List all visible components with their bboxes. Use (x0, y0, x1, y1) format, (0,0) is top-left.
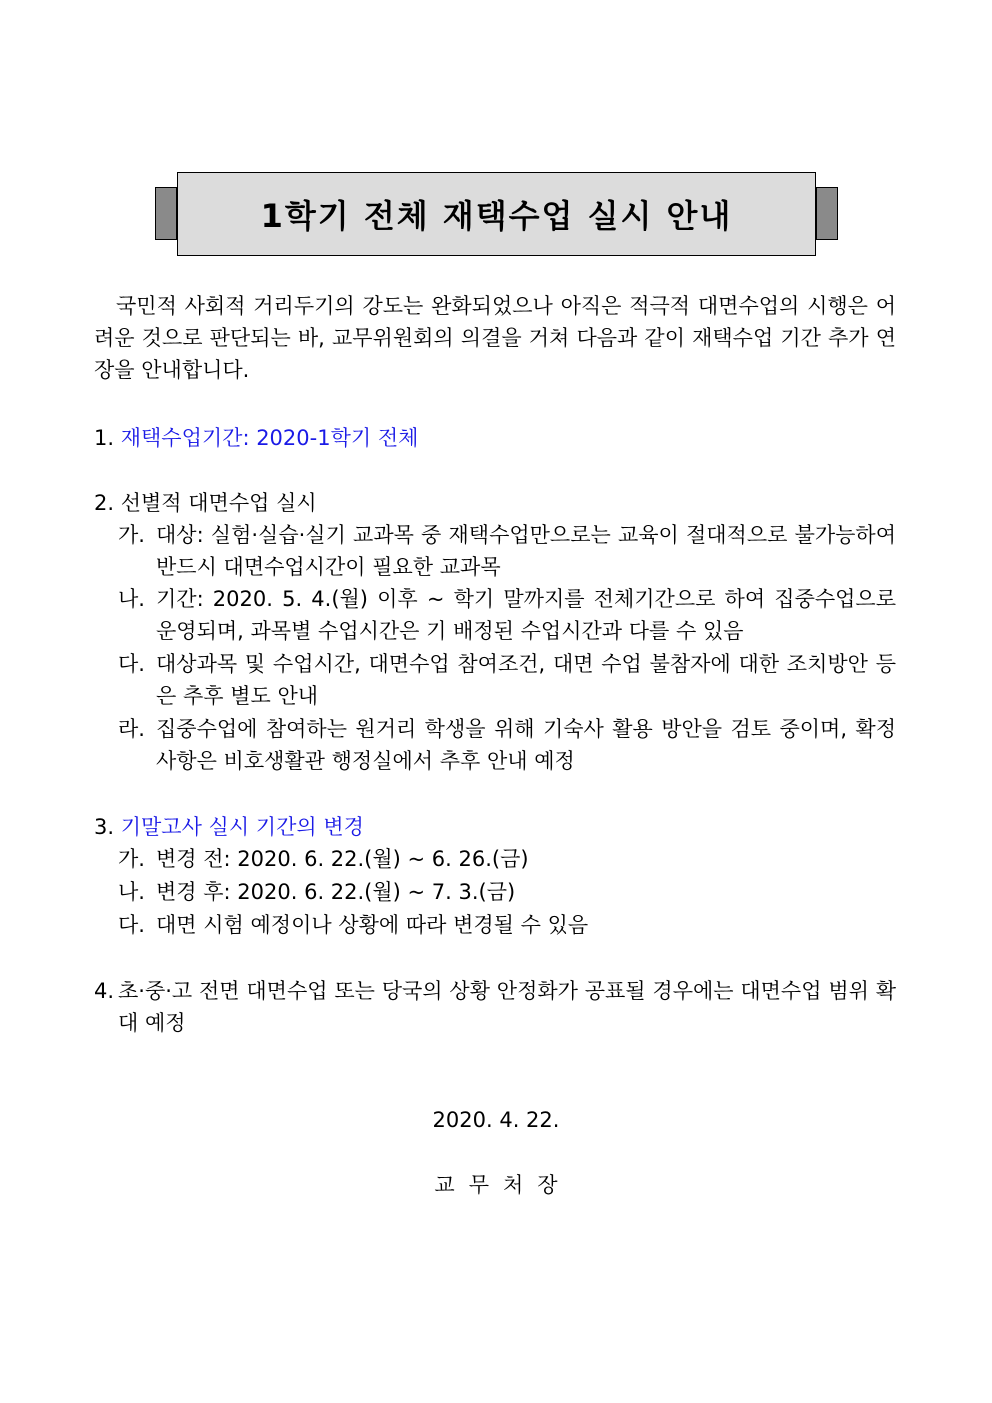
item-marker: 가. (118, 523, 145, 547)
title-banner (155, 172, 838, 256)
section-2-item (118, 648, 896, 712)
section-3-item (118, 909, 896, 941)
item-marker: 가. (118, 847, 145, 871)
section-3-title: 기말고사 실시 기간의 변경 (120, 815, 364, 839)
section-1-text: 재택수업기간: 2020-1학기 전체 (120, 426, 419, 450)
item-marker: 나. (118, 880, 145, 904)
section-4-number: 4. (94, 979, 115, 1003)
section-1-number: 1. (94, 426, 115, 450)
item-marker: 나. (118, 587, 145, 611)
section-2-item (118, 519, 896, 583)
item-marker: 다. (118, 652, 145, 676)
item-text: 대상과목 및 수업시간, 대면수업 참여조건, 대면 수업 불참자에 대한 조치방안 등은 추후 별도 안내 (156, 652, 896, 708)
document-date: 2020. 4. 22. (432, 1108, 560, 1132)
title-right-tab (816, 187, 838, 240)
item-text: 대상: 실험·실습·실기 교과목 중 재택수업만으로는 교육이 절대적으로 불가능하여 반드시 대면수업시간이 필요한 교과목 (156, 523, 896, 579)
item-text: 변경 후: 2020. 6. 22.(월) ~ 7. 3.(금) (156, 880, 516, 904)
section-3-heading (94, 811, 896, 843)
item-text: 집중수업에 참여하는 원거리 학생을 위해 기숙사 활용 방안을 검토 중이며, 확정사항은 비호생활관 행정실에서 추후 안내 예정 (156, 717, 896, 773)
item-text: 변경 전: 2020. 6. 22.(월) ~ 6. 26.(금) (156, 847, 529, 871)
section-2-item (118, 583, 896, 647)
section-3-number: 3. (94, 815, 115, 839)
item-text: 대면 시험 예정이나 상황에 따라 변경될 수 있음 (156, 913, 589, 937)
document-title: 1학기 전체 재택수업 실시 안내 (177, 172, 816, 256)
item-marker: 다. (118, 913, 145, 937)
title-left-tab (155, 187, 177, 240)
section-4-text: 초·중·고 전면 대면수업 또는 당국의 상황 안정화가 공표될 경우에는 대면수업 범위 확대 예정 (118, 979, 896, 1035)
intro-paragraph: 국민적 사회적 거리두기의 강도는 완화되었으나 아직은 적극적 대면수업의 시행은 어려운 것으로 판단되는 바, 교무위원회의 의결을 거쳐 다음과 같이 재택수업 기간 추가 연장을 안내합니다. (94, 294, 896, 382)
section-3-item (118, 876, 896, 908)
item-text: 기간: 2020. 5. 4.(월) 이후 ~ 학기 말까지를 전체기간으로 하여 집중수업으로 운영되며, 과목별 수업시간은 기 배정된 수업시간과 다를 수 있음 (156, 587, 896, 643)
item-marker: 라. (118, 717, 145, 741)
section-2-item (118, 713, 896, 777)
section-1 (94, 422, 896, 454)
section-2-heading: 2. 선별적 대면수업 실시 (94, 491, 317, 515)
section-4 (94, 975, 896, 1039)
section-3-item (118, 843, 896, 875)
signature: 교무처장 (434, 1173, 572, 1197)
